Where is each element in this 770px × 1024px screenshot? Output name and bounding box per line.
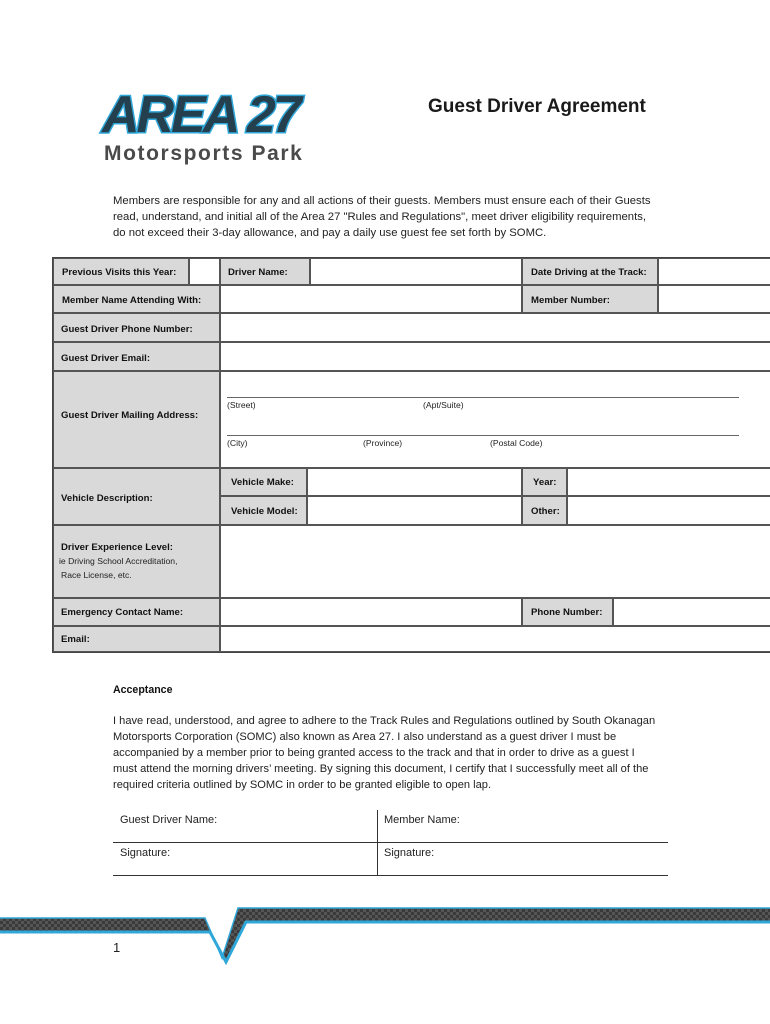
vehicle-model-label-cell bbox=[220, 496, 307, 525]
member-number-label: Member Number: bbox=[531, 295, 610, 306]
vehicle-make-field[interactable] bbox=[307, 468, 522, 496]
driver-name-field[interactable] bbox=[310, 258, 522, 285]
logo-subtitle: Motorsports Park bbox=[104, 142, 304, 165]
member-number-field[interactable] bbox=[658, 285, 770, 313]
apt-caption: (Apt/Suite) bbox=[423, 400, 464, 410]
street-caption: (Street) bbox=[227, 400, 256, 410]
guest-form bbox=[52, 257, 770, 653]
member-number-label-cell bbox=[522, 285, 658, 313]
city-line bbox=[227, 435, 739, 436]
experience-label: Driver Experience Level: bbox=[61, 542, 173, 553]
vehicle-make-label: Vehicle Make: bbox=[231, 477, 294, 488]
signature-divider bbox=[113, 842, 668, 843]
vehicle-make-label-cell bbox=[220, 468, 307, 496]
member-signature-field[interactable]: Signature: bbox=[384, 847, 435, 859]
emergency-contact-label-cell bbox=[53, 598, 220, 626]
postal-caption: (Postal Code) bbox=[490, 438, 543, 448]
vehicle-model-field[interactable] bbox=[307, 496, 522, 525]
emergency-contact-field[interactable] bbox=[220, 598, 522, 626]
acceptance-heading: Acceptance bbox=[113, 684, 173, 696]
email-label-cell bbox=[53, 342, 220, 371]
phone-field[interactable] bbox=[220, 313, 770, 342]
phone-number-label: Phone Number: bbox=[531, 607, 603, 618]
emergency-contact-label: Emergency Contact Name: bbox=[61, 607, 184, 618]
logo-wordmark: AREA 27 bbox=[102, 86, 299, 142]
city-caption: (City) bbox=[227, 438, 248, 448]
experience-label-cell bbox=[53, 525, 220, 598]
signature-table bbox=[113, 810, 668, 876]
street-line bbox=[227, 397, 739, 398]
year-field[interactable] bbox=[567, 468, 770, 496]
experience-field[interactable] bbox=[220, 525, 770, 598]
acceptance-paragraph: I have read, understood, and agree to adhere to the Track Rules and Regulations outlined by South Okanagan Motorsports Corporation (SOMC) also known as Area 27. I also understand as a guest driver I must be accompanied by a member prior to being granted access to the track and that in order to drive as a guest I must attend the morning drivers’ meeting. By signing this document, I certify that I successfully meet all of the required criteria outlined by SOMC in order to be granted eligible to open lap. bbox=[113, 715, 656, 791]
footer-band bbox=[0, 900, 770, 970]
driver-name-label: Driver Name: bbox=[228, 267, 288, 278]
experience-hint-1: ie Driving School Accreditation, bbox=[59, 556, 178, 566]
mailing-address-label: Guest Driver Mailing Address: bbox=[61, 410, 199, 421]
driver-name-label-cell bbox=[220, 258, 310, 285]
mailing-address-label-cell bbox=[53, 371, 220, 468]
year-label: Year: bbox=[533, 477, 557, 488]
page-number: 1 bbox=[113, 940, 121, 955]
vehicle-description-label-cell bbox=[53, 468, 220, 525]
other-label-cell bbox=[522, 496, 567, 525]
signature-bottom-line bbox=[113, 875, 668, 876]
previous-visits-field[interactable] bbox=[189, 258, 220, 285]
date-driving-field[interactable] bbox=[658, 258, 770, 285]
date-driving-label: Date Driving at the Track: bbox=[531, 267, 647, 278]
guest-signature-field[interactable]: Signature: bbox=[120, 847, 171, 859]
email-label: Guest Driver Email: bbox=[61, 353, 151, 364]
vehicle-model-label: Vehicle Model: bbox=[231, 506, 298, 517]
province-caption: (Province) bbox=[363, 438, 403, 448]
emergency-email-label-cell bbox=[53, 626, 220, 652]
mailing-address-field[interactable] bbox=[220, 371, 770, 468]
other-label: Other: bbox=[531, 506, 560, 517]
emergency-email-field[interactable] bbox=[220, 626, 770, 652]
member-attending-label-cell bbox=[53, 285, 220, 313]
experience-hint-2: Race License, etc. bbox=[61, 570, 132, 580]
emergency-email-label: Email: bbox=[61, 634, 90, 645]
member-name-field[interactable]: Member Name: bbox=[384, 814, 460, 826]
phone-label-cell bbox=[53, 313, 220, 342]
previous-visits-label: Previous Visits this Year: bbox=[62, 267, 177, 278]
vehicle-description-label: Vehicle Description: bbox=[61, 493, 153, 504]
other-field[interactable] bbox=[567, 496, 770, 525]
phone-number-label-cell bbox=[522, 598, 613, 626]
email-field[interactable] bbox=[220, 342, 770, 371]
signature-column-divider bbox=[377, 810, 378, 876]
phone-label: Guest Driver Phone Number: bbox=[61, 324, 193, 335]
page-title: Guest Driver Agreement bbox=[428, 96, 646, 117]
year-label-cell bbox=[522, 468, 567, 496]
guest-name-field[interactable]: Guest Driver Name: bbox=[120, 814, 218, 826]
phone-number-field[interactable] bbox=[613, 598, 770, 626]
intro-paragraph: Members are responsible for any and all actions of their guests. Members must ensure each of their Guests read, understand, and initial all of the Area 27 "Rules and Regulations", meet driver eligibility requirements, do not exceed their 3-day allowance, and pay a daily use guest fee set forth by SOMC. bbox=[113, 195, 651, 239]
member-attending-label: Member Name Attending With: bbox=[62, 295, 202, 306]
member-attending-field[interactable] bbox=[220, 285, 522, 313]
previous-visits-label-cell bbox=[53, 258, 189, 285]
date-driving-label-cell bbox=[522, 258, 658, 285]
